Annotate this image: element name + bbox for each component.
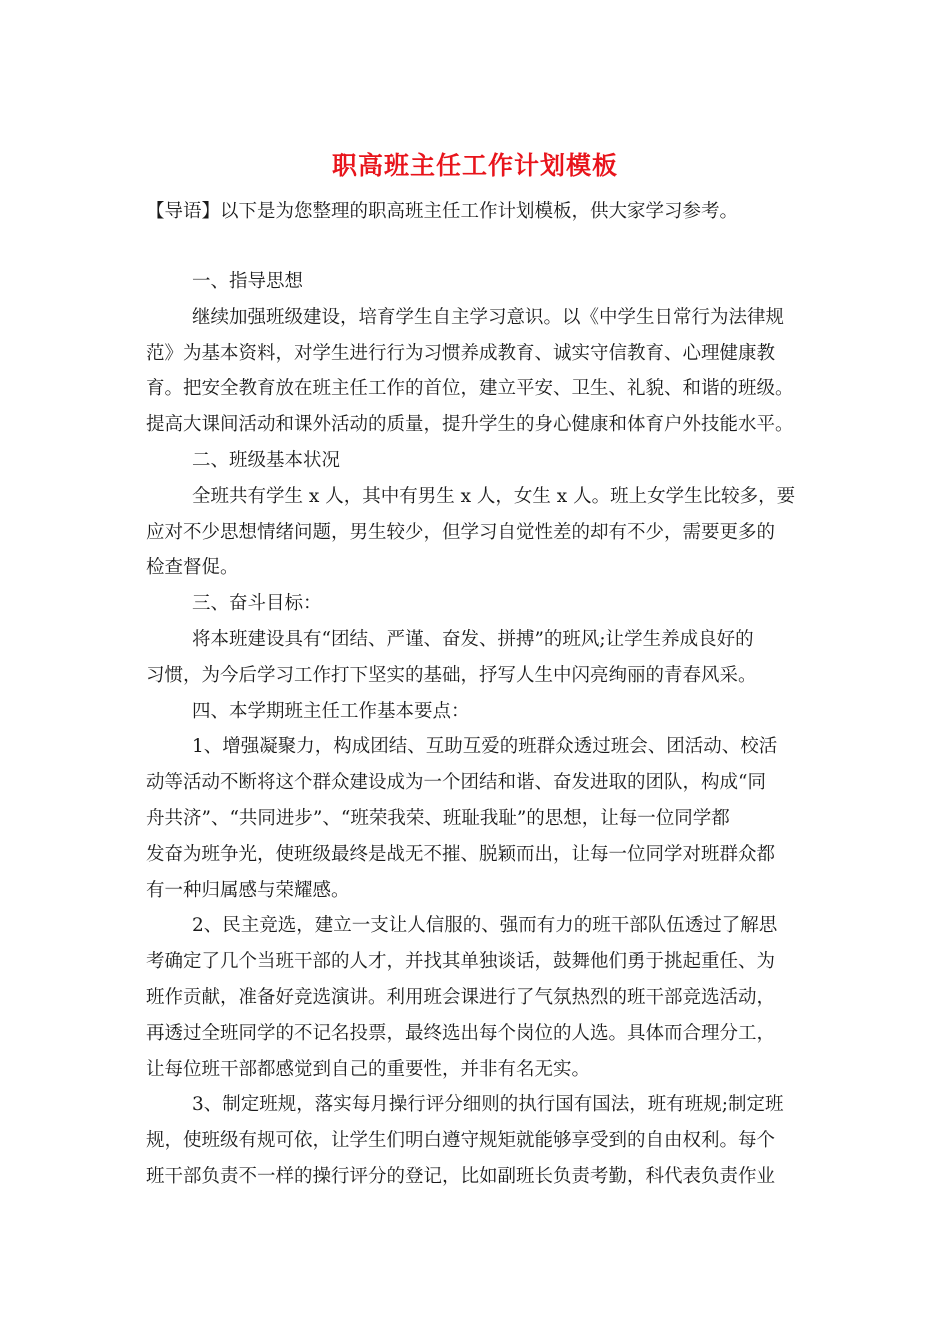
text-line: 二、班级基本状况 — [192, 449, 341, 471]
text-line: 让每位班干部都感觉到自己的重要性，并非有名无实。 — [146, 1058, 591, 1080]
text-line: 全班共有学生 x 人，其中有男生 x 人，女生 x 人。班上女学生比较多，要 — [192, 485, 796, 507]
text-line: 继续加强班级建设，培育学生自主学习意识。以《中学生日常行为法律规 — [192, 306, 785, 328]
text-line: 班作贡献，准备好竞选演讲。利用班会课进行了气氛热烈的班干部竞选活动， — [146, 986, 776, 1008]
text-line: 舟共济”、“共同进步”、“班荣我荣、班耻我耻”的思想，让每一位同学都 — [146, 807, 730, 829]
document-title: 职高班主任工作计划模板 — [331, 151, 618, 180]
text-line: 四、本学期班主任工作基本要点： — [192, 700, 470, 722]
text-line: 班干部负责不一样的操行评分的登记，比如副班长负责考勤，科代表负责作业 — [146, 1165, 776, 1187]
text-line: 考确定了几个当班干部的人才，并找其单独谈话，鼓舞他们勇于挑起重任、为 — [146, 951, 776, 973]
document-body — [146, 264, 816, 1195]
text-line: 范》为基本资料，对学生进行行为习惯养成教育、诚实守信教育、心理健康教 — [146, 342, 776, 364]
text-line: 提高大课间活动和课外活动的质量，提升学生的身心健康和体育户外技能水平。 — [146, 414, 794, 436]
document-intro: 【导语】以下是为您整理的职高班主任工作计划模板，供大家学习参考。 — [146, 201, 739, 222]
text-line: 动等活动不断将这个群众建设成为一个团结和谐、奋发进取的团队，构成“同 — [146, 772, 766, 794]
text-line: 3、制定班规，落实每月操行评分细则的执行国有国法，班有班规;制定班 — [192, 1094, 784, 1116]
text-line: 再透过全班同学的不记名投票，最终选出每个岗位的人选。具体而合理分工， — [146, 1022, 776, 1044]
text-line: 一、指导思想 — [192, 271, 304, 292]
text-line: 规，使班级有规可依，让学生们明白遵守规矩就能够享受到的自由权利。每个 — [146, 1130, 776, 1152]
text-line: 有一种归属感与荣耀感。 — [146, 879, 350, 901]
text-line: 检查督促。 — [146, 557, 239, 579]
text-line: 2、民主竞选，建立一支让人信服的、强而有力的班干部队伍透过了解思 — [192, 915, 778, 937]
text-line: 应对不少思想情绪问题，男生较少，但学习自觉性差的却有不少，需要更多的 — [146, 521, 776, 543]
text-line: 习惯，为今后学习工作打下坚实的基础，抒写人生中闪亮绚丽的青春风采。 — [146, 664, 757, 686]
text-line: 1、增强凝聚力，构成团结、互助互爱的班群众透过班会、团活动、校活 — [192, 736, 778, 758]
text-line: 将本班建设具有“团结、严谨、奋发、拼搏”的班风;让学生养成良好的 — [192, 628, 754, 650]
text-line: 发奋为班争光，使班级最终是战无不摧、脱颖而出，让每一位同学对班群众都 — [146, 843, 776, 865]
text-line: 三、奋斗目标： — [192, 593, 322, 615]
text-line: 育。把安全教育放在班主任工作的首位，建立平安、卫生、礼貌、和谐的班级。 — [146, 378, 794, 400]
